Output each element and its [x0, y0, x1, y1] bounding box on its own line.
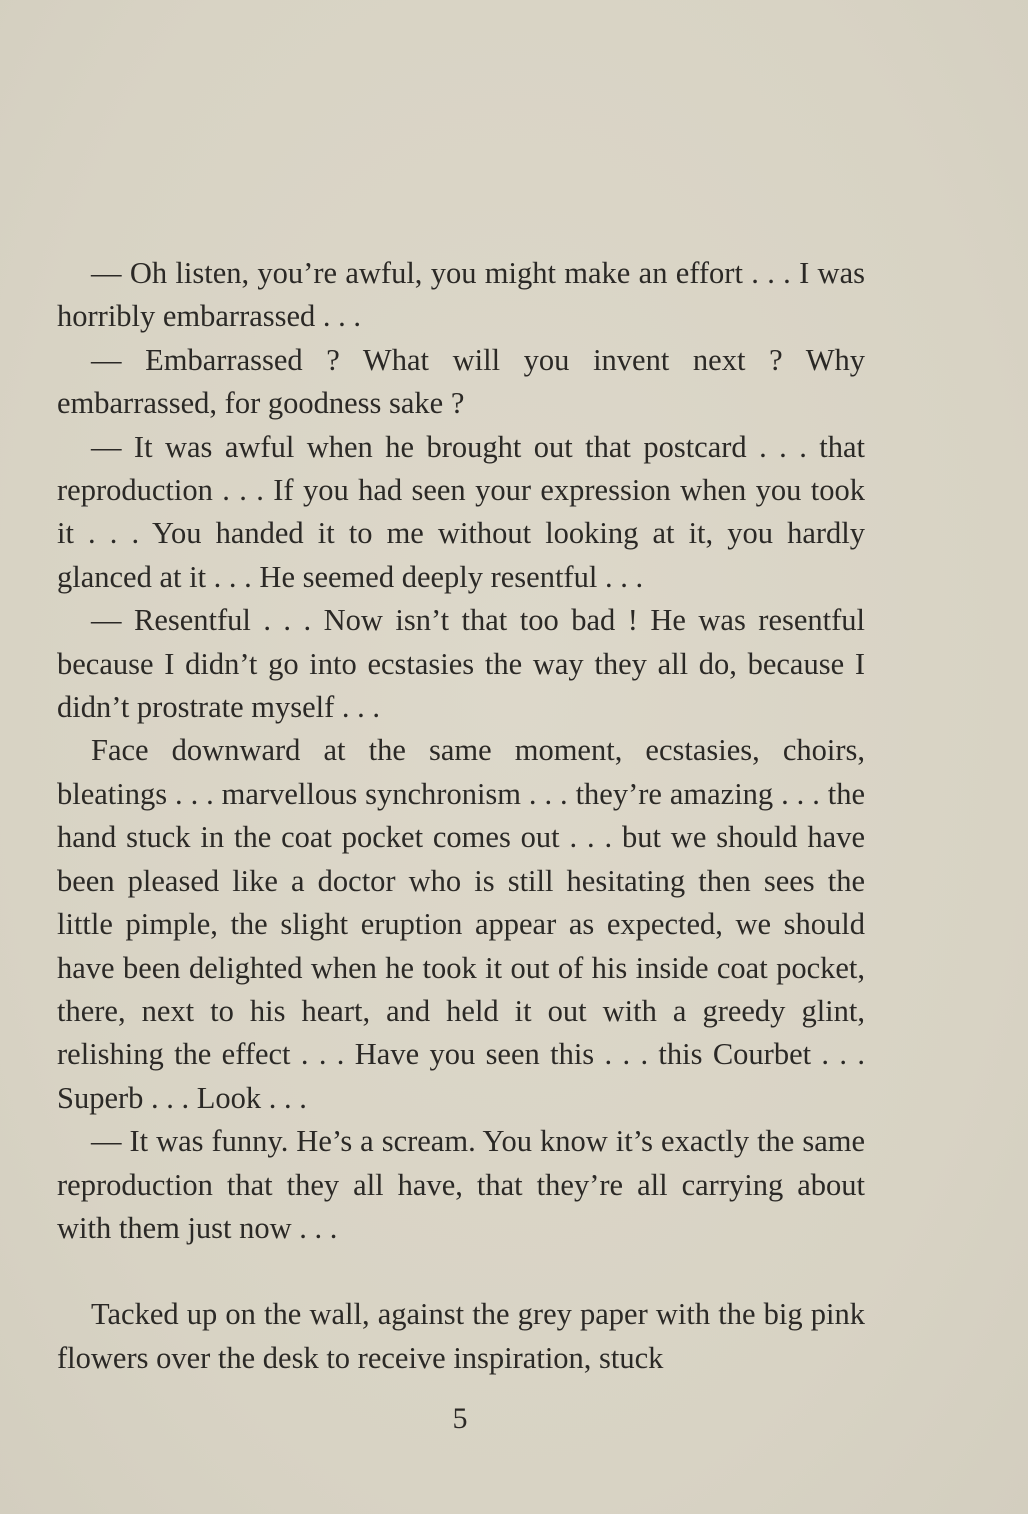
paragraph-6: — It was funny. He’s a scream. You know it’s exactly the same reproduction that they all have, that they’re all carrying about with them just now . . .: [57, 1124, 865, 1245]
page-number: 5: [452, 1402, 468, 1435]
paragraph-2: — Embarrassed ? What will you invent next ? Why embarrassed, for goodness sake ?: [57, 342, 865, 421]
paragraph-3: — It was awful when he brought out that postcard . . . that reproduction . . . If you had seen your expression when you took it . . . You handed it to me without looking at it, you hardly glanced at it . . . He seemed deeply resentful . . .: [57, 429, 865, 594]
paragraph-5: Face downward at the same moment, ecstasies, choirs, bleatings . . . marvellous synchronism . . . they’re amazing . . . the hand stuck in the coat pocket comes out . . . but we should have been pleased like a doctor who is still hesitating then sees the little pimple, the slight eruption appear as expected, we should have been delighted when he took it out of his inside coat pocket, there, next to his heart, and held it out with a greedy glint, relishing the effect . . . Have you seen this . . . this Courbet . . . Superb . . . Look . . .: [57, 733, 865, 1115]
paragraph-7: Tacked up on the wall, against the grey paper with the big pink flowers over the desk to receive inspiration, stuck: [57, 1297, 865, 1375]
body-text: [57, 252, 865, 1380]
paragraph-1: — Oh listen, you’re awful, you might make an effort . . . I was horribly embarrassed . . .: [57, 256, 865, 334]
paragraph-4: — Resentful . . . Now isn’t that too bad ! He was resentful because I didn’t go into ecstasies the way they all do, because I didn’t prostrate myself . . .: [57, 603, 865, 725]
